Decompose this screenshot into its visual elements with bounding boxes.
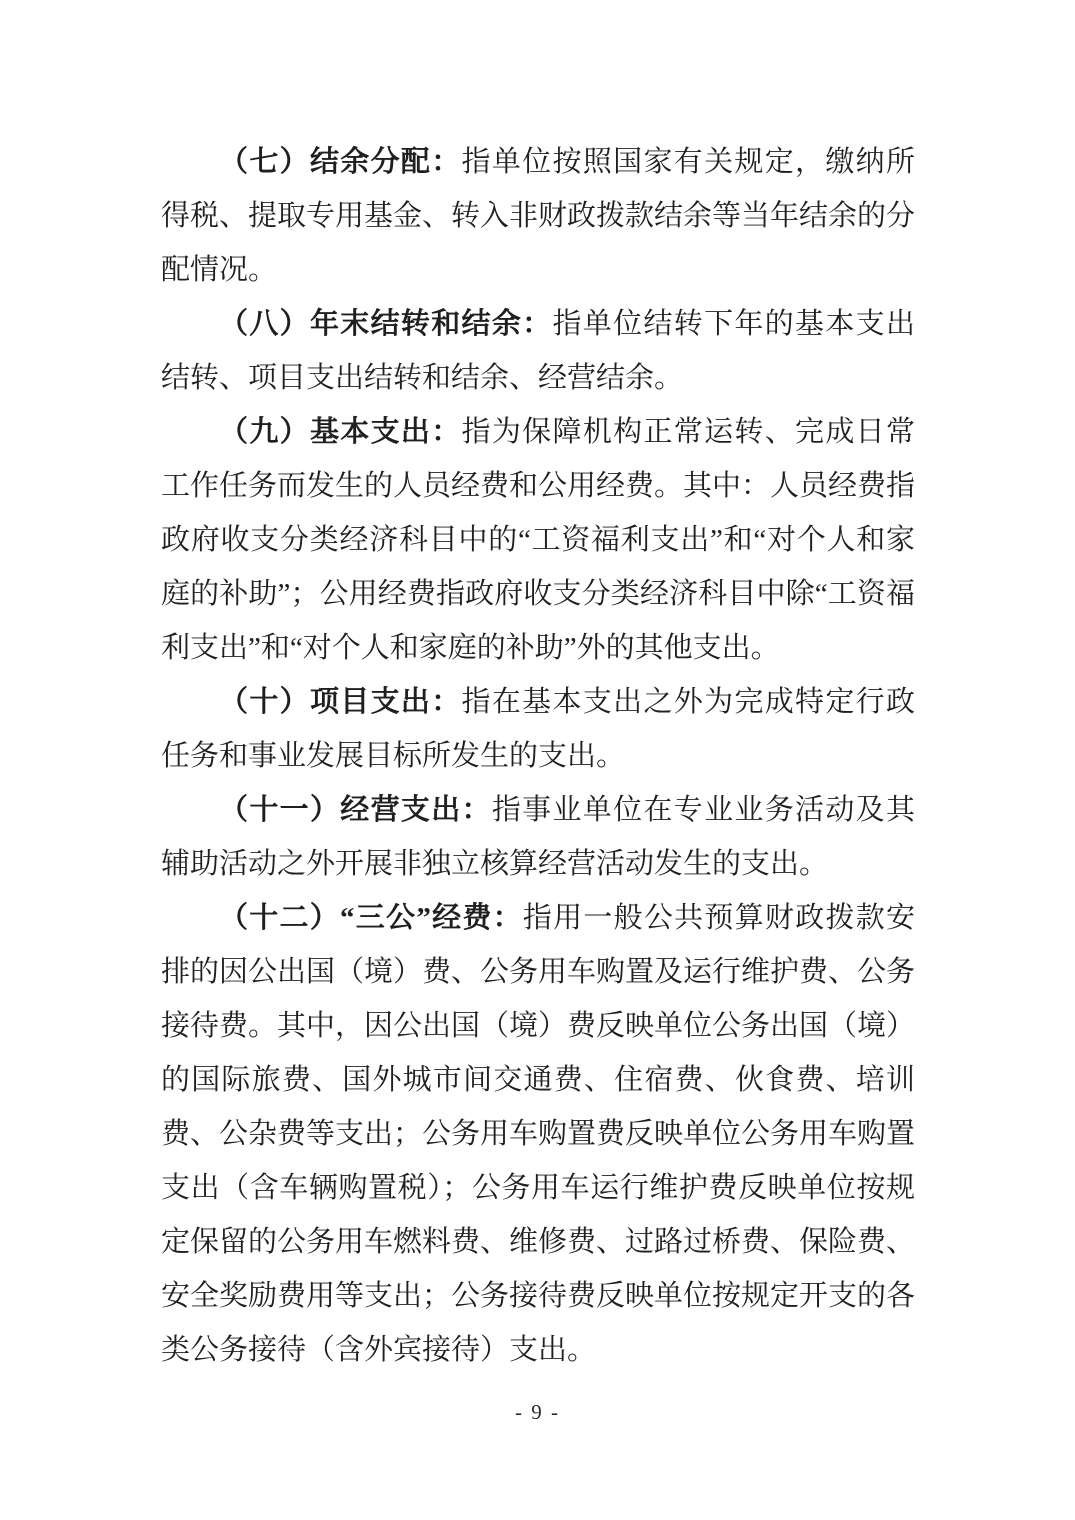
term-label-11: （十一）经营支出： [219, 794, 492, 826]
term-definition-11: 指事业单位在专业业务活动及其辅助活动之外开展非独立核算经营活动发生的支出。 [161, 794, 915, 880]
term-definition-8: 指单位结转下年的基本支出结转、项目支出结转和结余、经营结余。 [161, 308, 915, 394]
definition-paragraph-10 [161, 675, 915, 783]
term-label-9: （九）基本支出： [219, 416, 462, 448]
term-definition-10: 指在基本支出之外为完成特定行政任务和事业发展目标所发生的支出。 [161, 686, 915, 772]
term-definition-12: 指用一般公共预算财政拨款安排的因公出国（境）费、公务用车购置及运行维护费、公务接待费。其中，因公出国（境）费反映单位公务出国（境）的国际旅费、国外城市间交通费、住宿费、伙食费、培训费、公杂费等支出；公务用车购置费反映单位公务用车购置支出（含车辆购置税）；公务用车运行维护费反映单位按规定保留的公务用车燃料费、维修费、过路过桥费、保险费、安全奖励费用等支出；公务接待费反映单位按规定开支的各类公务接待（含外宾接待）支出。 [161, 902, 916, 1366]
definition-paragraph-11 [161, 783, 915, 891]
term-definition-9: 指为保障机构正常运转、完成日常工作任务而发生的人员经费和公用经费。其中：人员经费指政府收支分类经济科目中的“工资福利支出”和“对个人和家庭的补助”；公用经费指政府收支分类经济科目中除“工资福利支出”和“对个人和家庭的补助”外的其他支出。 [161, 416, 916, 664]
document-body [161, 135, 915, 1377]
term-label-8: （八）年末结转和结余： [219, 308, 553, 340]
term-definition-7: 指单位按照国家有关规定，缴纳所得税、提取专用基金、转入非财政拨款结余等当年结余的分配情况。 [161, 146, 916, 286]
term-label-7: （七）结余分配： [219, 146, 462, 178]
definition-paragraph-12 [161, 891, 915, 1377]
page-number: - 9 - [515, 1400, 560, 1424]
term-label-12: （十二）“三公”经费： [219, 902, 523, 934]
term-label-10: （十）项目支出： [219, 686, 462, 718]
definition-paragraph-9 [161, 405, 915, 675]
definition-paragraph-8 [161, 297, 915, 405]
definition-paragraph-7 [161, 135, 915, 297]
